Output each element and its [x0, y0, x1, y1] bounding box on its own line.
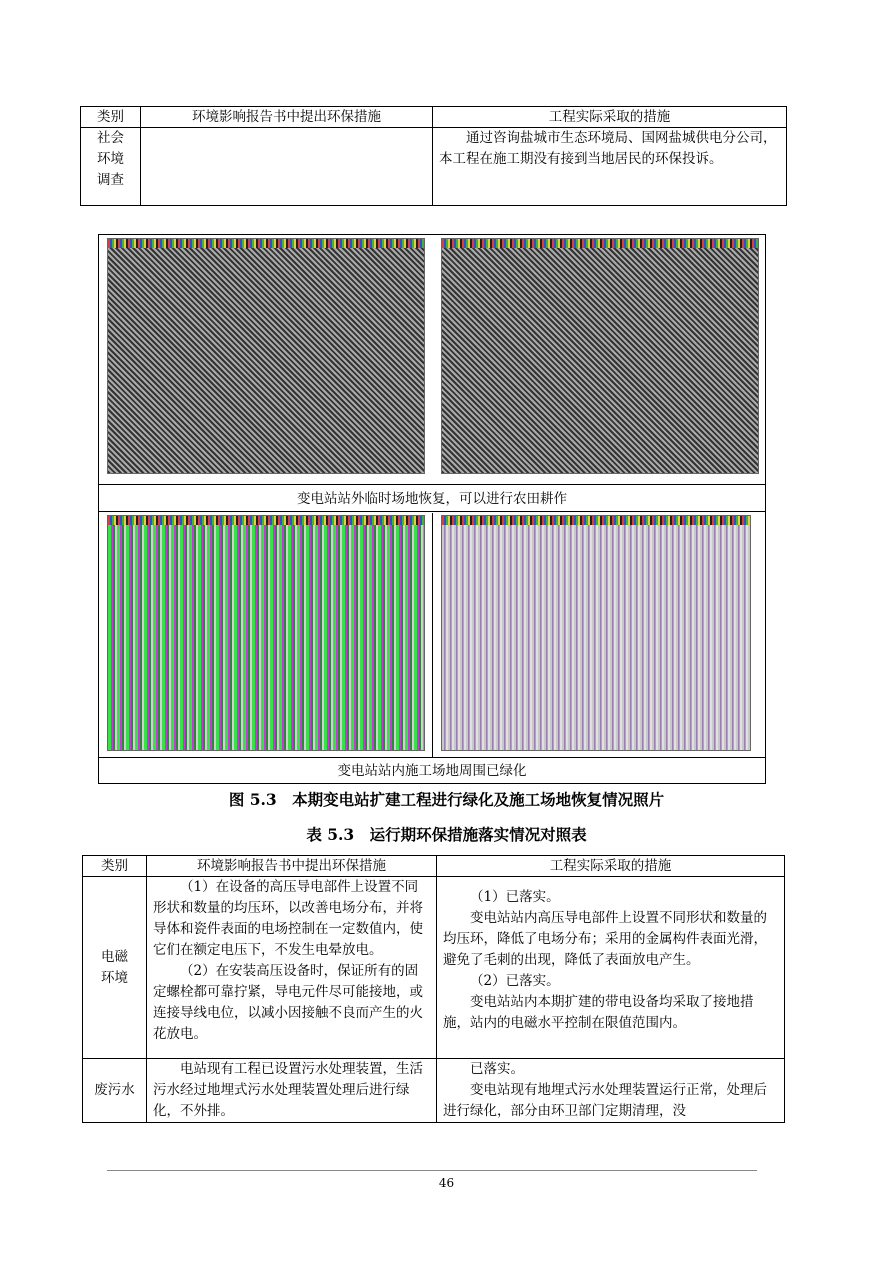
- header-actual-measures: 工程实际采取的措施: [437, 856, 785, 877]
- actual-paragraph: 变电站站内高压导电部件上设置不同形状和数量的均压环，降低了电场分布；采用的金属构件表面光滑，避免了毛刺的出现，降低了表面放电产生。: [443, 910, 767, 968]
- row-eia-measures: [141, 128, 433, 206]
- table-bottom: [82, 855, 785, 1123]
- photo-greening-2: [441, 515, 751, 751]
- table-caption: 表 5.3 运行期环保措施落实情况对照表: [306, 825, 587, 844]
- header-actual-measures: 工程实际采取的措施: [433, 107, 787, 128]
- actual-paragraph: （1）已落实。: [470, 889, 560, 905]
- photo-grid: [98, 234, 766, 784]
- photo-divider: [432, 513, 433, 758]
- actual-paragraph: 变电站站内本期扩建的带电设备均采取了接地措施，站内的电磁水平控制在限值范围内。: [443, 994, 754, 1031]
- row-category: 废污水: [83, 1059, 147, 1123]
- header-eia-measures: 环境影响报告书中提出环保措施: [141, 107, 433, 128]
- actual-paragraph: 变电站现有地埋式污水处理装置运行正常，处理后进行绿化，部分由环卫部门定期清理，没: [443, 1082, 767, 1119]
- table-row: [83, 1059, 785, 1123]
- table-row: [83, 877, 785, 1059]
- photo-caption-top: 变电站站外临时场地恢复，可以进行农田耕作: [99, 484, 765, 512]
- row-eia-measures: [147, 877, 437, 1059]
- table-row: [81, 128, 787, 206]
- header-category: 类别: [81, 107, 141, 128]
- photo-greening-1: [107, 515, 425, 751]
- actual-paragraph: 已落实。: [470, 1061, 524, 1077]
- photo-site-restoration-1: [107, 238, 425, 474]
- row-category: 电磁 环境: [83, 877, 147, 1059]
- figure-caption: 图 5.3 本期变电站扩建工程进行绿化及施工场地恢复情况照片: [228, 790, 665, 809]
- table-top: [80, 106, 787, 206]
- photo-caption-bottom: 变电站站内施工场地周围已绿化: [99, 757, 765, 784]
- actual-paragraph: 通过咨询盐城市生态环境局、国网盐城供电分公司，本工程在施工期没有接到当地居民的环保投诉。: [439, 130, 777, 167]
- header-eia-measures: 环境影响报告书中提出环保措施: [147, 856, 437, 877]
- table-bottom-header-row: [83, 856, 785, 877]
- eia-paragraph: （1）在设备的高压导电部件上设置不同形状和数量的均压环，以改善电场分布，并将导体和瓷件表面的电场控制在一定数值内，使它们在额定电压下，不发生电晕放电。: [153, 879, 423, 958]
- eia-paragraph: （2）在安装高压设备时，保证所有的固定螺栓都可靠拧紧，导电元件尽可能接地，或连接导线电位，以减小因接触不良而产生的火花放电。: [153, 963, 423, 1042]
- photo-site-restoration-2: [441, 238, 759, 474]
- row-actual-measures: [437, 877, 785, 1059]
- table-top-header-row: [81, 107, 787, 128]
- footer-divider: [107, 1170, 757, 1171]
- row-eia-measures: [147, 1059, 437, 1123]
- page-number: 46: [438, 1176, 455, 1190]
- header-category: 类别: [83, 856, 147, 877]
- row-actual-measures: [433, 128, 787, 206]
- eia-paragraph: 电站现有工程已设置污水处理装置，生活污水经过地埋式污水处理装置处理后进行绿化，不外排。: [153, 1061, 423, 1119]
- row-category: 社会 环境 调查: [81, 128, 141, 206]
- row-actual-measures: [437, 1059, 785, 1123]
- actual-paragraph: （2）已落实。: [470, 973, 560, 989]
